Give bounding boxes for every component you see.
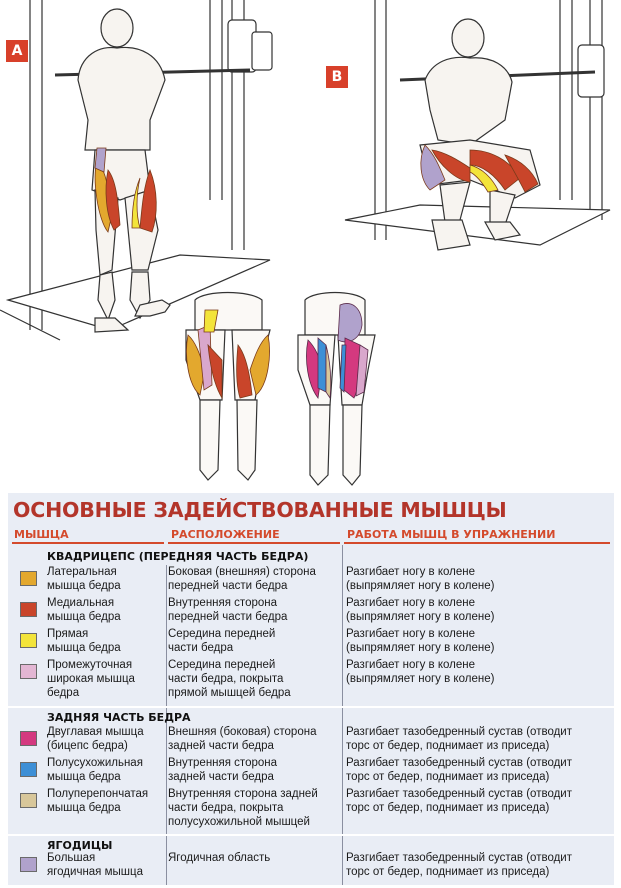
section-divider — [8, 706, 614, 708]
figure-label-b: B — [326, 66, 348, 88]
section-title-quadriceps: КВАДРИЦЕПС (ПЕРЕДНЯЯ ЧАСТЬ БЕДРА) — [47, 550, 309, 563]
muscle-name: Полусухожильная мышца бедра — [47, 757, 143, 783]
color-swatch — [20, 857, 37, 872]
muscle-function: Разгибает ногу в колене (выпрямляет ногу в колене) — [346, 566, 495, 592]
table-title: ОСНОВНЫЕ ЗАДЕЙСТВОВАННЫЕ МЫШЦЫ — [13, 498, 507, 522]
color-swatch — [20, 633, 37, 648]
color-swatch — [20, 602, 37, 617]
muscle-name: Полуперепончатая мышца бедра — [47, 788, 149, 814]
muscle-location: Ягодичная область — [168, 852, 271, 864]
color-swatch — [20, 571, 37, 586]
muscle-name: Двуглавая мышца (бицепс бедра) — [47, 726, 144, 752]
header-location: РАСПОЛОЖЕНИЕ — [171, 528, 280, 541]
header-underline-muscle — [12, 542, 164, 544]
color-swatch — [20, 793, 37, 808]
figure-label-a: A — [6, 40, 28, 62]
muscle-name: Латеральная мышца бедра — [47, 566, 121, 592]
muscle-function: Разгибает тазобедренный сустав (отводит торс от бедер, поднимает из приседа) — [346, 788, 572, 814]
color-swatch — [20, 664, 37, 679]
color-swatch — [20, 762, 37, 777]
muscle-location: Внутренняя сторона задней части бедра, покрыта полусухожильной мышцей — [168, 788, 318, 828]
header-muscle: МЫШЦА — [14, 528, 69, 541]
section-divider — [8, 834, 614, 836]
muscle-function: Разгибает ногу в колене (выпрямляет ногу в колене) — [346, 659, 495, 685]
muscle-location: Середина передней части бедра, покрыта прямой мышцей бедра — [168, 659, 291, 699]
muscle-function: Разгибает ногу в колене (выпрямляет ногу в колене) — [346, 628, 495, 654]
muscle-location: Внутренняя сторона задней части бедра — [168, 757, 278, 783]
header-underline-function — [344, 542, 610, 544]
muscle-name: Большая ягодичная мышца — [47, 852, 143, 878]
muscle-function: Разгибает тазобедренный сустав (отводит торс от бедер, поднимает из приседа) — [346, 757, 572, 783]
color-swatch — [20, 731, 37, 746]
muscle-function: Разгибает тазобедренный сустав (отводит торс от бедер, поднимает из приседа) — [346, 852, 572, 878]
muscle-location: Середина передней части бедра — [168, 628, 276, 654]
muscle-name: Прямая мышца бедра — [47, 628, 121, 654]
section-title-hamstrings: ЗАДНЯЯ ЧАСТЬ БЕДРА — [47, 711, 191, 724]
muscle-location: Внешняя (боковая) сторона задней части бедра — [168, 726, 317, 752]
muscle-name: Медиальная мышца бедра — [47, 597, 121, 623]
muscle-name: Промежуточная широкая мышца бедра — [47, 659, 135, 699]
header-function: РАБОТА МЫШЦ В УПРАЖНЕНИИ — [347, 528, 556, 541]
section-title-glutes: ЯГОДИЦЫ — [47, 839, 113, 852]
muscle-function: Разгибает тазобедренный сустав (отводит торс от бедер, поднимает из приседа) — [346, 726, 572, 752]
muscle-location: Внутренняя сторона передней части бедра — [168, 597, 288, 623]
header-underline-location — [168, 542, 340, 544]
muscle-function: Разгибает ногу в колене (выпрямляет ногу в колене) — [346, 597, 495, 623]
muscle-location: Боковая (внешняя) сторона передней части бедра — [168, 566, 316, 592]
